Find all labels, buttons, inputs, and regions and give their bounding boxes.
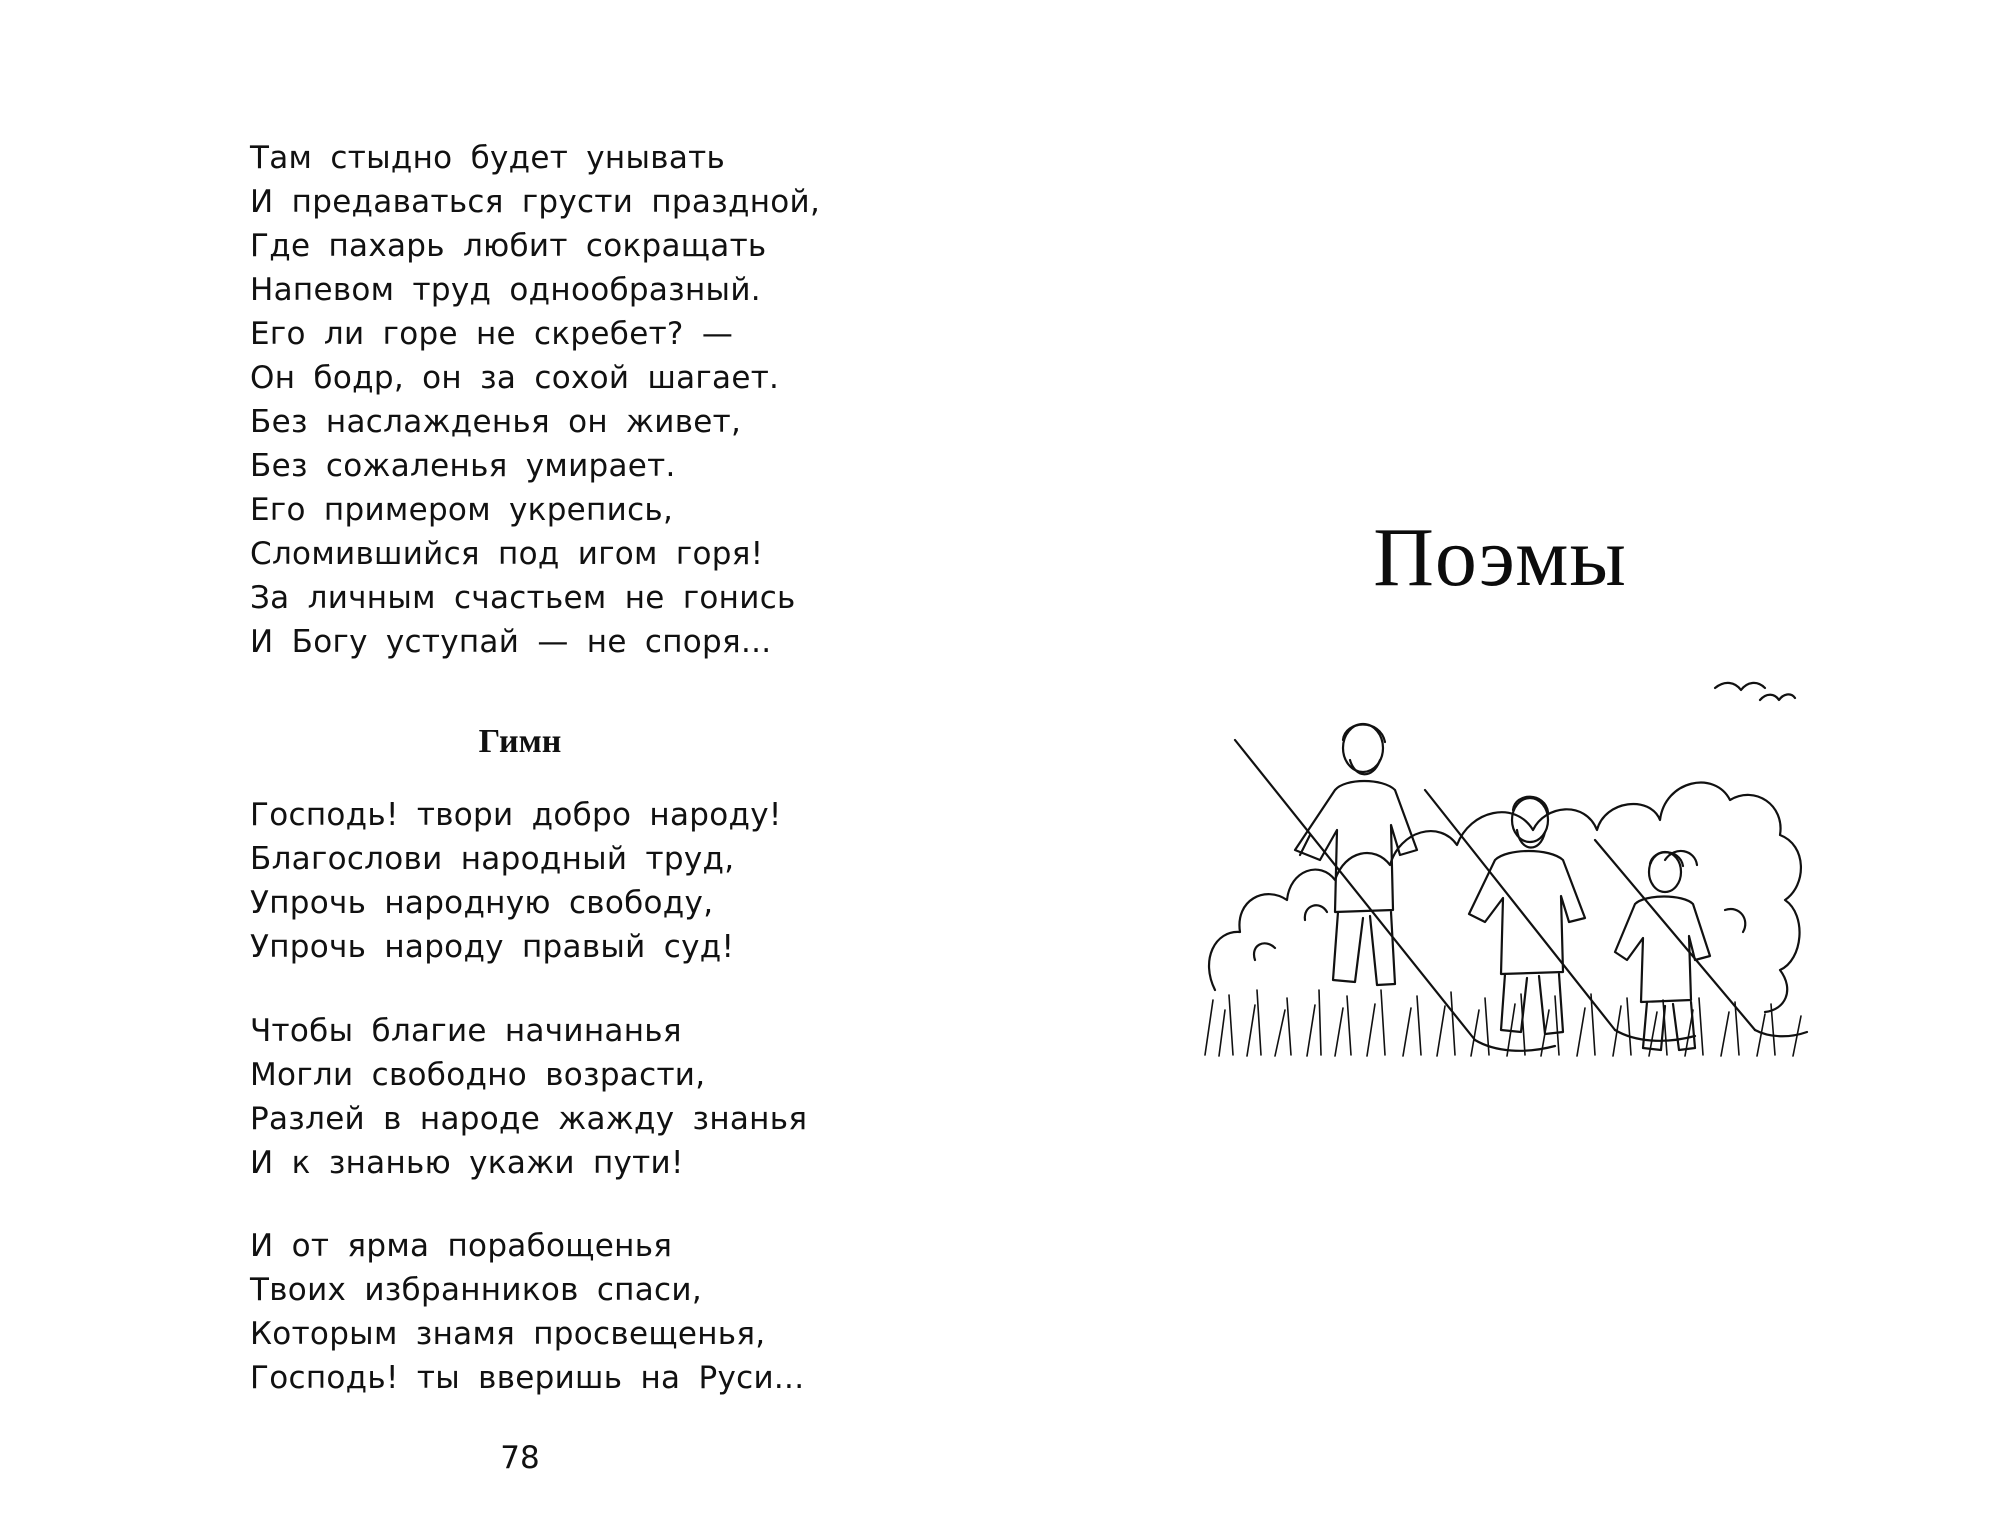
verse-line: И к знанью укажи пути! <box>250 1145 684 1181</box>
page-number: 78 <box>500 1440 540 1476</box>
verse-line: Сломившийся под игом горя! <box>250 536 764 572</box>
verse-line: И от ярма порабощенья <box>250 1228 673 1264</box>
verse-line: Господь! ты вверишь на Руси... <box>250 1360 805 1396</box>
stanza-2 <box>250 793 782 969</box>
verse-line: Твоих избранников спаси, <box>250 1272 702 1308</box>
right-page <box>1000 0 2000 1538</box>
verse-line: Его примером укрепись, <box>250 492 674 528</box>
stanza-4 <box>250 1224 804 1400</box>
verse-line: Могли свободно возрасти, <box>250 1057 706 1093</box>
bird-shape <box>1760 694 1795 700</box>
stanza-3 <box>250 1009 807 1185</box>
stanza-1 <box>250 136 820 664</box>
verse-line: Без наслажденья он живет, <box>250 404 742 440</box>
verse-line: Разлей в народе жажду знанья <box>250 1101 808 1137</box>
verse-line: Он бодр, он за сохой шагает. <box>250 360 780 396</box>
verse-line: Упрочь народную свободу, <box>250 885 714 921</box>
verse-line: За личным счастьем не гонись <box>250 580 796 616</box>
verse-line: Господь! твори добро народу! <box>250 797 782 833</box>
verse-line: И предаваться грусти праздной, <box>250 184 821 220</box>
verse-line: И Богу уступай — не споря... <box>250 624 772 660</box>
scythe-blade <box>1755 1030 1807 1036</box>
mowers-illustration <box>1195 660 1815 1060</box>
poem-title: Гимн <box>478 723 562 760</box>
scythe-handle <box>1235 740 1475 1040</box>
bird-shape <box>1715 683 1765 690</box>
mower-figure-middle <box>1469 797 1585 1034</box>
verse-line: Напевом труд однообразный. <box>250 272 761 308</box>
scythe-blade <box>1615 1030 1695 1041</box>
verse-line: Чтобы благие начинанья <box>250 1013 682 1049</box>
verse-line: Там стыдно будет унывать <box>250 140 726 176</box>
verse-line: Которым знамя просвещенья, <box>250 1316 766 1352</box>
verse-line: Где пахарь любит сокращать <box>250 228 767 264</box>
scythe-handle <box>1425 790 1615 1030</box>
section-title: Поэмы <box>1373 511 1627 604</box>
verse-line: Благослови народный труд, <box>250 841 735 877</box>
verse-line: Без сожаленья умирает. <box>250 448 676 484</box>
verse-line: Его ли горе не скребет? — <box>250 316 734 352</box>
verse-line: Упрочь народу правый суд! <box>250 929 735 965</box>
